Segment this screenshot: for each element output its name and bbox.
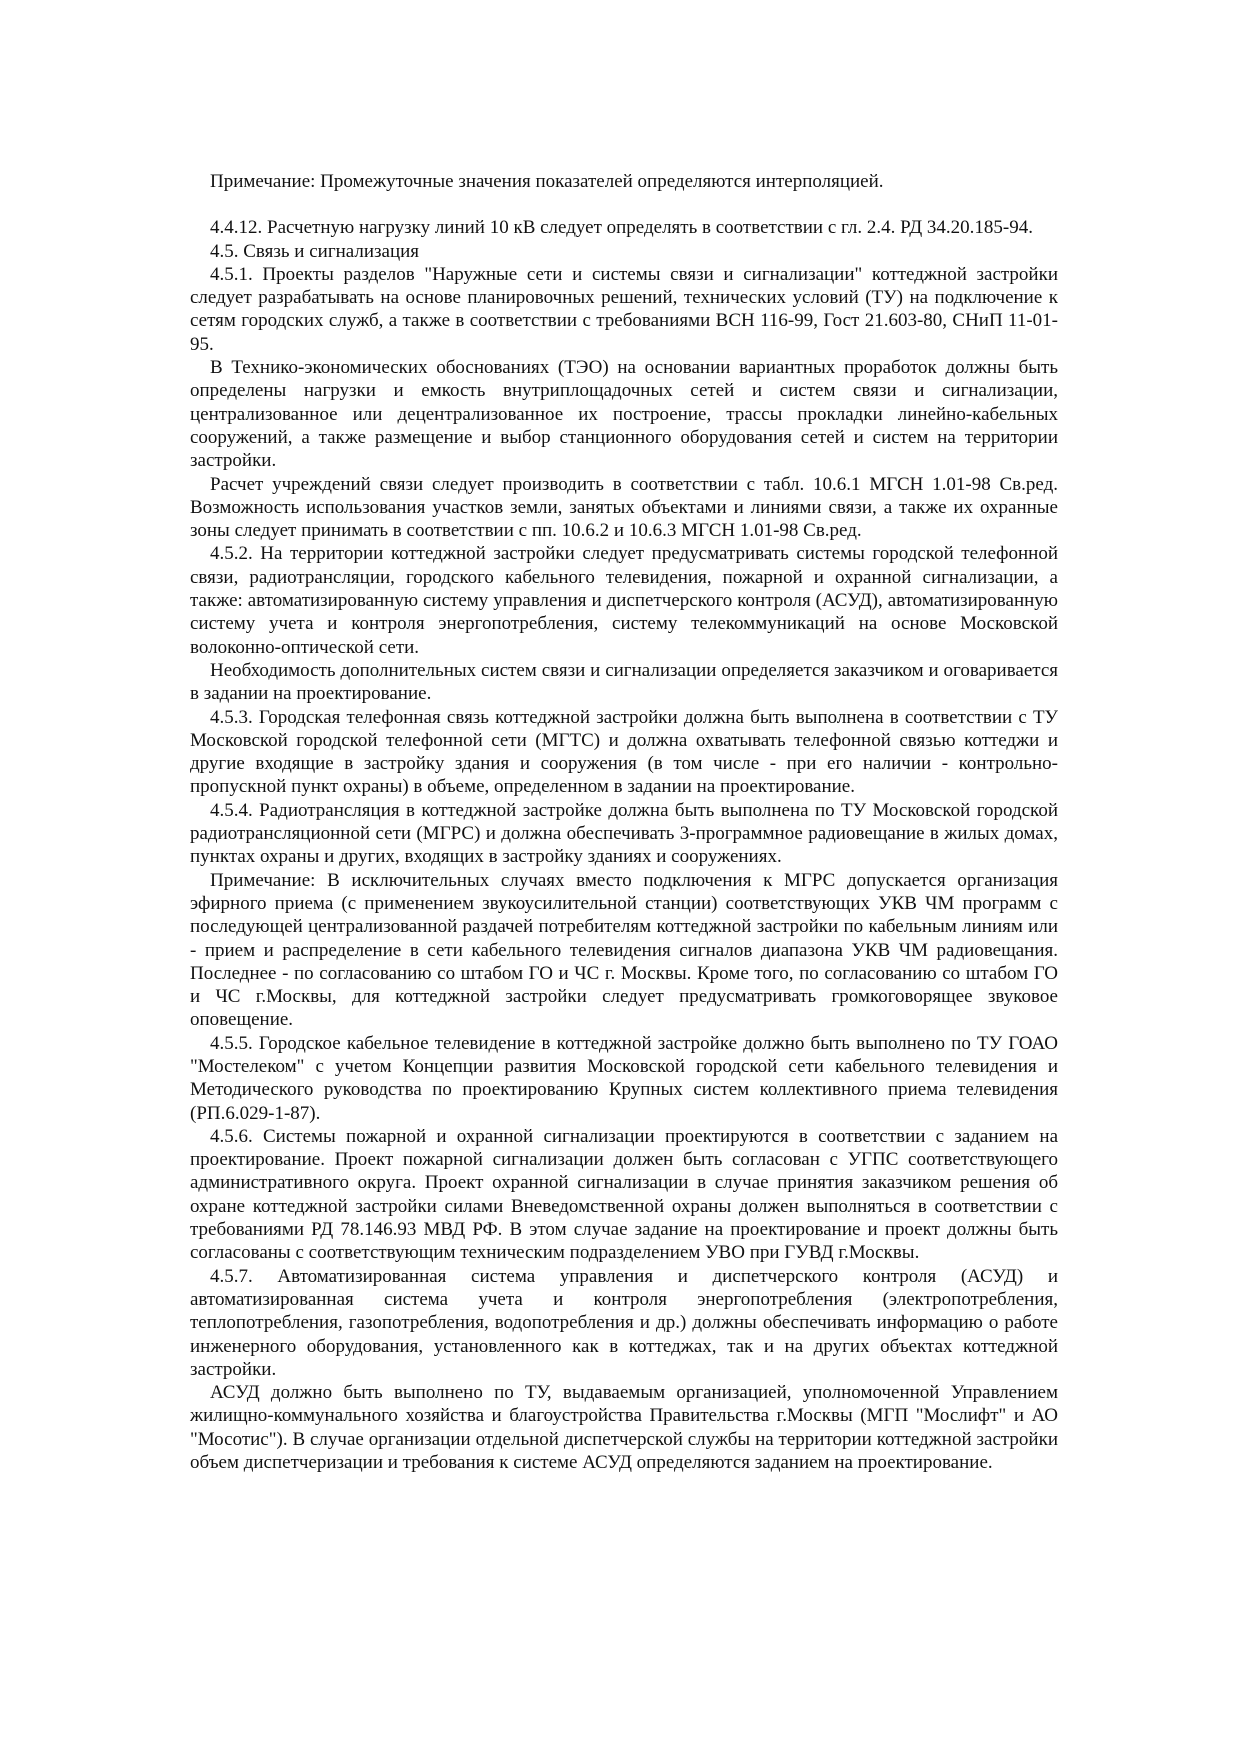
- paragraph-4-4-12: 4.4.12. Расчетную нагрузку линий 10 кВ следует определять в соответствии с гл. 2.4. РД 34.20.185-94.: [210, 217, 1034, 239]
- paragraph-additional-systems: Необходимость дополнительных систем связи и сигнализации определяется заказчиком и оговаривается в задании на проектирование.: [190, 659, 1058, 705]
- paragraph-4-5-7: 4.5.7. Автоматизированная система управления и диспетчерского контроля (АСУД) и автоматизированная система учета и контроля энергопотребления (электропотребления, теплопотребления, газопотребления, водопотребления и др.) должны обеспечивать информацию о работе инженерного оборудования, установленного как в коттеджах, так и на других объектах коттеджной застройки.: [190, 1265, 1058, 1380]
- paragraph-asud: АСУД должно быть выполнено по ТУ, выдаваемым организацией, уполномоченной Управлением жилищно-коммунального хозяйства и благоустройства Правительства г.Москвы (МГП "Мослифт" и АО "Мосотис"). В случае организации отдельной диспетчерской службы на территории коттеджной застройки объем диспетчеризации и требования к системе АСУД определяются заданием на проектирование.: [190, 1382, 1058, 1474]
- paragraph-4-5-6: 4.5.6. Системы пожарной и охранной сигнализации проектируются в соответствии с заданием на проектирование. Проект пожарной сигнализации должен быть согласован с УГПС соответствующего административного округа. Проект охранной сигнализации в случае принятия заказчиком решения об охране коттеджной застройки силами Вневедомственной охраны должен выполняться в соответствии с требованиями РД 78.146.93 МВД РФ. В этом случае задание на проектирование и проект должны быть согласованы с соответствующим техническим подразделением УВО при ГУВД г.Москвы.: [190, 1125, 1058, 1264]
- paragraph-4-5-4: 4.5.4. Радиотрансляция в коттеджной застройке должна быть выполнена по ТУ Московской городской радиотрансляционной сети (МГРС) и должна обеспечивать 3-программное радиовещание в жилых домах, пунктах охраны и других, входящих в застройку зданиях и сооружениях.: [190, 799, 1058, 868]
- paragraph-4-5-1: 4.5.1. Проекты разделов "Наружные сети и системы связи и сигнализации" коттеджной застройки следует разрабатывать на основе планировочных решений, технических условий (ТУ) на подключение к сетям городских служб, а также в соответствии с требованиями ВСН 116-99, Гост 21.603-80, СНиП 11-01-95.: [190, 263, 1058, 355]
- note-radio: Примечание: В исключительных случаях вместо подключения к МГРС допускается организация эфирного приема (с применением звукоусилительной станции) соответствующих УКВ ЧМ программ с последующей централизованной раздачей потребителям коттеджной застройки по кабельным линиям или - прием и распределение в сети кабельного телевидения сигналов диапазона УКВ ЧМ радиовещания. Последнее - по согласованию со штабом ГО и ЧС г. Москвы. Кроме того, по согласованию со штабом ГО и ЧС г.Москвы, для коттеджной застройки следует предусматривать громкоговорящее звуковое оповещение.: [190, 869, 1058, 1031]
- document-page: [190, 170, 1058, 1474]
- note-interpolation: Примечание: Промежуточные значения показателей определяются интерполяцией.: [210, 171, 884, 192]
- section-heading-4-5: 4.5. Связь и сигнализация: [210, 240, 420, 262]
- paragraph-teo: В Технико-экономических обоснованиях (ТЭО) на основании вариантных проработок должны быть определены нагрузки и емкость внутриплощадочных сетей и систем связи и сигнализации, централизованное или децентрализованное их построение, трассы прокладки линейно-кабельных сооружений, а также размещение и выбор станционного оборудования сетей и систем на территории застройки.: [190, 357, 1058, 472]
- paragraph-4-5-3: 4.5.3. Городская телефонная связь коттеджной застройки должна быть выполнена в соответствии с ТУ Московской городской телефонной сети (МГТС) и должна охватывать телефонной связью коттеджи и другие входящие в застройку здания и сооружения (в том числе - при его наличии - контрольно-пропускной пункт охраны) в объеме, определенном в задании на проектирование.: [190, 706, 1058, 798]
- paragraph-communication-calc: Расчет учреждений связи следует производить в соответствии с табл. 10.6.1 МГСН 1.01-98 Св.ред. Возможность использования участков земли, занятых объектами и линиями связи, а также их охранные зоны следует принимать в соответствии с пп. 10.6.2 и 10.6.3 МГСН 1.01-98 Св.ред.: [190, 473, 1058, 542]
- paragraph-4-5-5: 4.5.5. Городское кабельное телевидение в коттеджной застройке должно быть выполнено по ТУ ГОАО "Мостелеком" с учетом Концепции развития Московской городской сети кабельного телевидения и Методического руководства по проектированию Крупных систем коллективного приема телевидения (РП.6.029-1-87).: [190, 1032, 1058, 1124]
- paragraph-4-5-2: 4.5.2. На территории коттеджной застройки следует предусматривать системы городской телефонной связи, радиотрансляции, городского кабельного телевидения, пожарной и охранной сигнализации, а также: автоматизированную систему управления и диспетчерского контроля (АСУД), автоматизированную систему учета и контроля энергопотребления, систему телекоммуникаций на основе Московской волоконно-оптической сети.: [190, 543, 1058, 658]
